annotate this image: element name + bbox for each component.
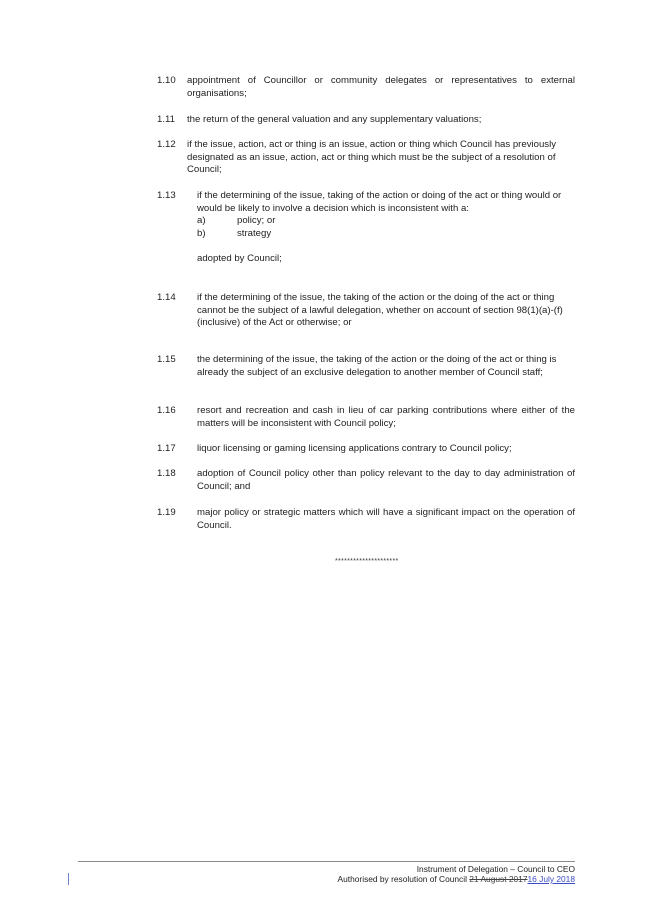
clause-number: 1.13 xyxy=(157,190,176,201)
clause-text: if the issue, action, act or thing is an issue, action or thing which Council has previously designated as an issue, action, act or thing which must be the subject of a resolution of Council; xyxy=(187,139,557,176)
clause-text: appointment of Councillor or community delegates or representatives to external organisations; xyxy=(187,75,575,99)
clause-number: 1.16 xyxy=(157,405,176,416)
clause-text: major policy or strategic matters which will have a significant impact on the operation of Council. xyxy=(197,507,575,531)
clause-text: the determining of the issue, the taking of the action or the doing of the act or thing is already the subject of an exclusive delegation to another member of Council staff; xyxy=(197,354,557,378)
clause-text: the return of the general valuation and any supplementary valuations; xyxy=(187,114,482,125)
revision-margin-mark xyxy=(68,873,69,885)
footer-auth-prefix: Authorised by resolution of Council xyxy=(337,874,470,884)
footer-deleted-date: 21 August 2017 xyxy=(469,874,528,884)
clause-text: if the determining of the issue, the taking of the action or the doing of the act or thing cannot be the subject of a lawful delegation, whether on account of section 98(1)(a)-(f) (inclusive) of the Act or otherwise; or xyxy=(197,292,563,329)
clause-number: 1.15 xyxy=(157,354,176,365)
sub-item-label: a) xyxy=(197,215,206,226)
clause-1-18 xyxy=(157,468,575,494)
clause-1-16 xyxy=(157,405,575,431)
sub-item-b xyxy=(197,228,497,241)
footer-inserted-date: 16 July 2018 xyxy=(527,874,575,884)
footer-title: Instrument of Delegation – Council to CEO xyxy=(416,864,575,874)
clause-number: 1.14 xyxy=(157,292,176,303)
clause-1-11 xyxy=(157,114,575,128)
sub-item-a xyxy=(197,215,497,228)
sub-item-text: strategy xyxy=(237,228,272,239)
clause-text: resort and recreation and cash in lieu of car parking contributions where either of the matters will be inconsistent with Council policy; xyxy=(197,405,575,429)
clause-number: 1.17 xyxy=(157,443,176,454)
clause-1-17 xyxy=(157,443,575,457)
clause-1-14 xyxy=(157,292,575,332)
clause-1-13 xyxy=(157,190,575,270)
clause-text: if the determining of the issue, taking of the action or doing of the act or thing would or would be likely to involve a decision which is inconsistent with a: xyxy=(197,190,562,214)
sub-item-label: b) xyxy=(197,228,206,239)
clause-text: liquor licensing or gaming licensing applications contrary to Council policy; xyxy=(197,443,512,454)
clause-1-19 xyxy=(157,507,575,533)
clause-number: 1.19 xyxy=(157,507,176,518)
clause-1-12 xyxy=(157,139,575,179)
clause-number: 1.18 xyxy=(157,468,176,479)
clause-1-10 xyxy=(157,75,575,101)
clause-text: adoption of Council policy other than policy relevant to the day to day administration of Council; and xyxy=(197,468,575,492)
clause-1-15 xyxy=(157,354,575,394)
clause-tail-text: adopted by Council; xyxy=(197,253,282,264)
clause-number: 1.11 xyxy=(157,114,175,125)
clause-number: 1.12 xyxy=(157,139,176,150)
clause-number: 1.10 xyxy=(157,75,176,86)
end-of-document-marker: ********************* xyxy=(335,558,399,565)
footer-divider xyxy=(78,861,575,862)
sub-item-text: policy; or xyxy=(237,215,276,226)
footer-authorisation xyxy=(338,874,575,884)
